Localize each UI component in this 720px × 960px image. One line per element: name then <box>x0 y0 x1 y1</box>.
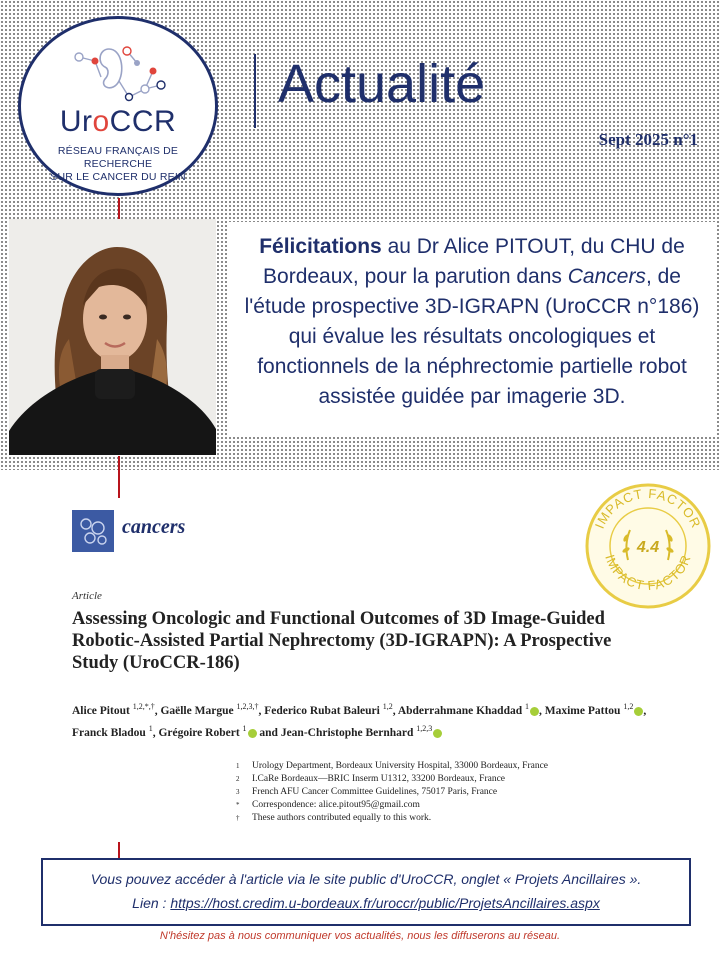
red-connector-line <box>118 842 120 858</box>
uroccr-logo <box>18 16 218 196</box>
molecule-kidney-icon <box>69 41 169 103</box>
author-list: Alice Pitout $^{1,2,*,\dagger}$, Gaëlle Margue $^{1,2,3,\dagger}$, Federico Rubat Baleuri $^{1,2}$, Abderrahmane Khaddad $^1$ , Maxime Pattou $^{1,2}$ , Franck Bladou $^1$, Grégoire Robert $^1$ and Jean-Christophe Bernhard $^{1,2,3}$ <box>72 702 647 739</box>
article-type: Article <box>72 590 102 602</box>
affiliation-row: 1 Urology Department, Bordeaux University Hospital, 33000 Bordeaux, France <box>236 761 549 771</box>
affiliation-row: * Correspondence: alice.pitout95@gmail.com <box>236 800 420 810</box>
portrait-photo <box>9 219 216 455</box>
impact-factor-badge <box>584 482 712 610</box>
access-text: Vous pouvez accéder à l'article via le site public d'UroCCR, onglet « Projets Ancillaires ». <box>90 871 642 887</box>
impact-factor-top-label: IMPACT FACTOR <box>591 485 705 531</box>
orcid-icon[interactable] <box>433 729 442 738</box>
affiliation-row: 3 French AFU Cancer Committee Guidelines, 75017 Paris, France <box>236 787 498 797</box>
author-name: Grégoire Robert $^1$ <box>158 727 256 739</box>
affiliation-row: † These authors contributed equally to this work. <box>236 813 432 823</box>
author-name: Maxime Pattou $^{1,2}$ <box>545 705 644 717</box>
orcid-icon[interactable] <box>248 729 257 738</box>
link-line: Lien : https://host.credim.u-bordeaux.fr/uroccr/public/ProjetsAncillaires.aspx <box>132 895 600 911</box>
cancers-journal-logo <box>72 510 114 552</box>
impact-factor-bottom-label: IMPACT FACTOR <box>602 552 694 594</box>
author-name: Federico Rubat Baleuri $^{1,2}$ <box>264 702 393 717</box>
newsletter-footnote: N'hésitez pas à nous communiquer vos actualités, nous les diffuserons au réseau. <box>159 930 561 942</box>
page-title: Actualité <box>278 54 486 114</box>
journal-name: cancers <box>122 516 186 538</box>
affiliation-row: 2 I.CaRe Bordeaux—BRIC Inserm U1312, 33200 Bordeaux, France <box>236 774 506 784</box>
intro-text: Félicitations au Dr Alice PITOUT, du CHU de Bordeaux, pour la parution dans Cancers, de l'étude prospective 3D-IGRAPN (UroCCR n°186) qui évalue les résultats oncologiques et fonctionnels de la néphrectomie partielle robot assistée guidée par imagerie 3D. <box>228 222 716 436</box>
red-connector-line <box>118 456 120 498</box>
author-name: Franck Bladou $^1$ <box>72 723 153 739</box>
red-connector-line <box>118 198 120 220</box>
article-link[interactable]: https://host.credim.u-bordeaux.fr/uroccr/public/ProjetsAncillaires.aspx <box>170 895 600 911</box>
issue-label: Sept 2025 n°1 <box>598 130 698 149</box>
logo-name: UroCCR <box>59 105 177 138</box>
author-name: Alice Pitout $^{1,2,*,\dagger}$ <box>72 702 155 717</box>
affiliations <box>236 760 656 825</box>
orcid-icon[interactable] <box>530 707 539 716</box>
logo-subtitle: RÉSEAU FRANÇAIS DE RECHERCHE SUR LE CANCER DU REIN <box>50 145 186 183</box>
article-access-box <box>41 858 691 926</box>
author-name: Jean-Christophe Bernhard $^{1,2,3}$ <box>281 727 442 739</box>
impact-factor-value: 4.4 <box>636 539 660 556</box>
article-title: Assessing Oncologic and Functional Outcomes of 3D Image-Guided Robotic-Assisted Partial Nephrectomy (3D-IGRAPN): A Prospective Study (UroCCR-186) <box>72 609 612 673</box>
orcid-icon[interactable] <box>634 707 643 716</box>
author-name: Abderrahmane Khaddad $^1$ <box>398 705 539 717</box>
author-name: Gaëlle Margue $^{1,2,3,\dagger}$ <box>160 702 259 717</box>
header-divider <box>254 54 256 128</box>
